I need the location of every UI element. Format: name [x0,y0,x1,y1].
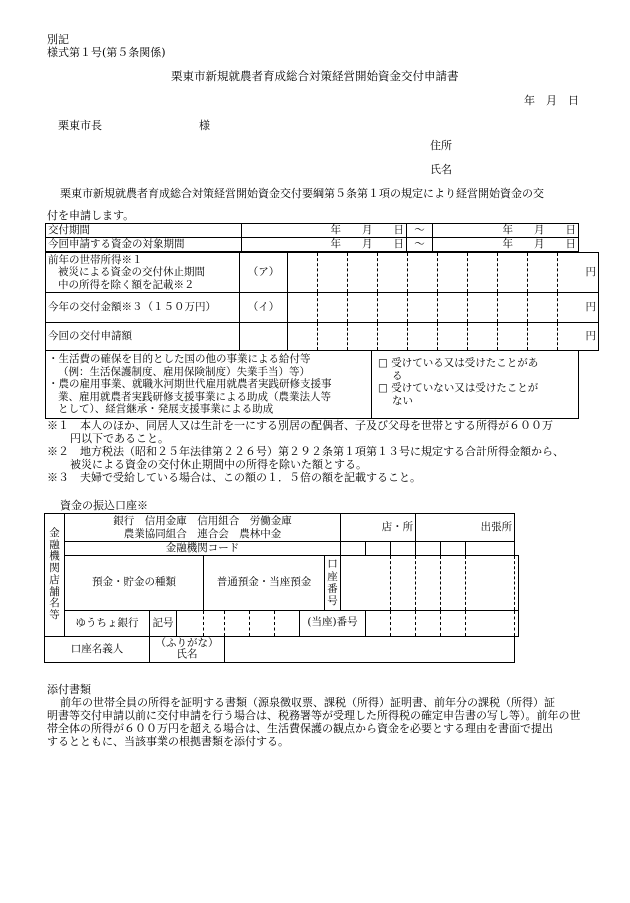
note-1-line-2: 円以下であること。 [70,432,169,445]
bank-type-options[interactable] [65,514,341,542]
page-title: 栗東市新規就農者育成総合対策経営開始資金交付申請書 [171,69,459,83]
digit-cell[interactable] [528,253,558,293]
code-cell[interactable] [341,542,366,556]
account-holder-input[interactable] [225,636,515,662]
yucho-label: ゆうちょ銀行 [65,610,150,636]
address-label: 住所 [430,139,452,152]
digit-cell[interactable] [318,253,348,293]
period-tilde: ～ [407,224,433,238]
benefit-description [46,351,372,419]
target-period-end[interactable]: 年 月 日 [433,238,579,252]
sub-branch-label: 出張所 [416,514,515,542]
account-digit[interactable] [341,555,391,610]
branch-label: 店・所 [341,514,416,542]
symbol-digit[interactable] [204,610,225,636]
yen-unit: 円 [558,293,599,323]
digit-cell[interactable] [288,293,318,323]
period-start[interactable]: 年 月 日 [242,224,407,238]
digit-cell[interactable] [288,323,318,351]
addressee: 栗東市長 [58,119,102,132]
digit-cell[interactable] [378,323,408,351]
code-cell[interactable] [416,542,441,556]
digit-cell[interactable] [468,293,498,323]
bank-type-line-1: 銀行 信用金庫 信用組合 労働金庫 [113,514,292,527]
period-table [45,223,579,252]
benefit-option-received[interactable] [378,357,576,382]
holder-name-label: 氏名 [176,648,198,661]
bank-section-title: 資金の振込口座※ [60,499,148,512]
annual-amount-code: （イ） [240,293,288,323]
digit-cell[interactable] [408,323,438,351]
attachments-line-1: 前年の世帯全員の所得を証明する書類（源泉徴収票、課税（所得）証明書、前年分の課税（所得）証 [60,696,555,709]
target-period-start[interactable]: 年 月 日 [242,238,407,252]
deposit-kind-options[interactable]: 普通預金・当座預金 [204,555,325,610]
symbol-label: 記号 [150,610,177,636]
request-amount-code [240,323,288,351]
prev-income-code: （ア） [240,253,288,293]
note-3: ※３ 夫婦で受給している場合は、この額の１．５倍の額を記載すること。 [47,471,421,484]
benefit-line-3: ・農の雇用事業、就職氷河期世代雇用就農者実践研修支援事 [48,378,332,391]
account-digit[interactable] [441,555,466,610]
account-number-label [325,555,341,610]
digit-cell[interactable] [438,323,468,351]
code-cell[interactable] [466,542,515,556]
number-digit[interactable] [515,610,519,636]
amount-table [45,252,599,351]
digit-cell[interactable] [498,323,528,351]
digit-cell[interactable] [378,253,408,293]
benefit-line-5: として）、経営継承・発展支援事業による助成 [58,403,274,416]
symbol-digit[interactable] [177,610,204,636]
prev-income-line-2: 被災による資金の交付休止期間 [58,266,205,279]
period-end[interactable]: 年 月 日 [433,224,579,238]
honorific: 様 [199,119,210,132]
deposit-kind-label: 預金・貯金の種類 [65,555,204,610]
digit-cell[interactable] [468,323,498,351]
digit-cell[interactable] [318,323,348,351]
digit-cell[interactable] [408,293,438,323]
annual-amount-label: 今年の交付金額※３（１５０万円） [46,293,240,323]
note-2-line-1: ※２ 地方税法（昭和２５年法律第２２６号）第２９２条第１項第１３号に規定する合計所得金額から、 [47,445,564,458]
digit-cell[interactable] [348,323,378,351]
digit-cell[interactable] [468,253,498,293]
intro-line-1: 栗東市新規就農者育成総合対策経営開始資金交付要綱第５条第１項の規定により経営開始資金の交 [60,187,544,200]
benefit-table [45,350,579,419]
account-number-label-text: 口座番号 [327,558,338,607]
period-label: 交付期間 [46,224,242,238]
attachments-line-4: するとともに、当該事業の根拠書類を添付する。 [47,735,289,748]
code-cell[interactable] [441,542,466,556]
bank-side-label-text: 金融機関店舗名等 [49,526,60,622]
number-digit[interactable] [366,610,391,636]
symbol-digit[interactable] [225,610,250,636]
symbol-digit[interactable] [275,610,300,636]
digit-cell[interactable] [318,293,348,323]
yen-unit: 円 [558,253,599,293]
digit-cell[interactable] [438,253,468,293]
attachments-title: 添付書類 [47,683,91,696]
attachments-line-2: 明書等交付申請以前に交付申請を行う場合は、税務署等が受理した所得税の確定申告書の写し等）。前年の世 [47,709,581,722]
digit-cell[interactable] [348,293,378,323]
furigana-label: （ふりがな） [155,636,219,649]
benefit-options [372,351,579,419]
benefit-option-not-received[interactable] [378,382,576,407]
prev-income-line-3: 中の所得を除く額を記載※２ [58,278,195,291]
application-date: 年 月 日 [524,94,579,107]
bank-type-line-2: 農業協同組合 連合会 農林中金 [123,527,282,540]
digit-cell[interactable] [408,253,438,293]
account-digit[interactable] [515,555,519,610]
digit-cell[interactable] [528,323,558,351]
benefit-option-not-received-label-2: ない [392,394,413,407]
benefit-option-received-label-2: る [392,369,403,382]
checkbox-icon[interactable]: □ [378,382,388,395]
annex-label: 別記 [47,33,69,46]
note-2-line-2: 被災による資金の交付休止期間中の所得を除いた額とする。 [70,458,367,471]
prev-income-label [46,253,240,293]
symbol-digit[interactable] [250,610,275,636]
intro-line-2: 付を申請します。 [47,209,135,222]
note-1-line-1: ※１ 本人のほか、同居人又は生計を一にする別居の配偶者、子及び父母を世帯とする所得が６００万 [47,419,553,432]
account-digit[interactable] [466,555,515,610]
account-digit[interactable] [416,555,441,610]
number-digit[interactable] [391,610,416,636]
benefit-line-2: （例：生活保護制度、雇用保険制度）失業手当）等） [58,365,310,378]
target-period-tilde: ～ [407,238,433,252]
account-holder-name-label [150,636,225,662]
yucho-number-label: (当座)番号 [300,610,366,636]
code-cell[interactable] [391,542,416,556]
target-period-label: 今回申請する資金の対象期間 [46,238,242,252]
prev-income-line-1: 前年の世帯所得※１ [48,253,143,266]
benefit-line-1: ・生活費の確保を目的とした国の他の事業による給付等 [48,353,311,365]
number-digit[interactable] [466,610,515,636]
code-cell[interactable] [366,542,391,556]
form-number: 様式第１号(第５条関係) [47,46,166,59]
yen-unit: 円 [558,323,599,351]
number-digit[interactable] [441,610,466,636]
digit-cell[interactable] [348,253,378,293]
digit-cell[interactable] [528,293,558,323]
digit-cell[interactable] [498,293,528,323]
checkbox-icon[interactable]: □ [378,357,388,369]
name-label: 氏名 [430,163,452,176]
attachments-line-3: 帯全体の所得が６００万円を超える場合は、生活費保護の観点から資金を必要とする理由を書面で提出 [47,722,553,735]
number-digit[interactable] [416,610,441,636]
account-digit[interactable] [391,555,416,610]
digit-cell[interactable] [288,253,318,293]
request-amount-label: 今回の交付申請額 [46,323,240,351]
benefit-option-not-received-label: 受けていない又は受けたことが [391,382,539,395]
account-holder-label: 口座名義人 [45,636,150,662]
digit-cell[interactable] [438,293,468,323]
benefit-line-4: 業、雇用就農者実践研修支援事業による助成（農業法人等 [58,390,331,403]
digit-cell[interactable] [378,293,408,323]
bank-side-label [45,514,65,637]
bank-table [44,513,519,663]
benefit-option-received-label: 受けている又は受けたことがあ [391,357,539,369]
bank-code-label: 金融機関コード [65,542,341,556]
digit-cell[interactable] [498,253,528,293]
